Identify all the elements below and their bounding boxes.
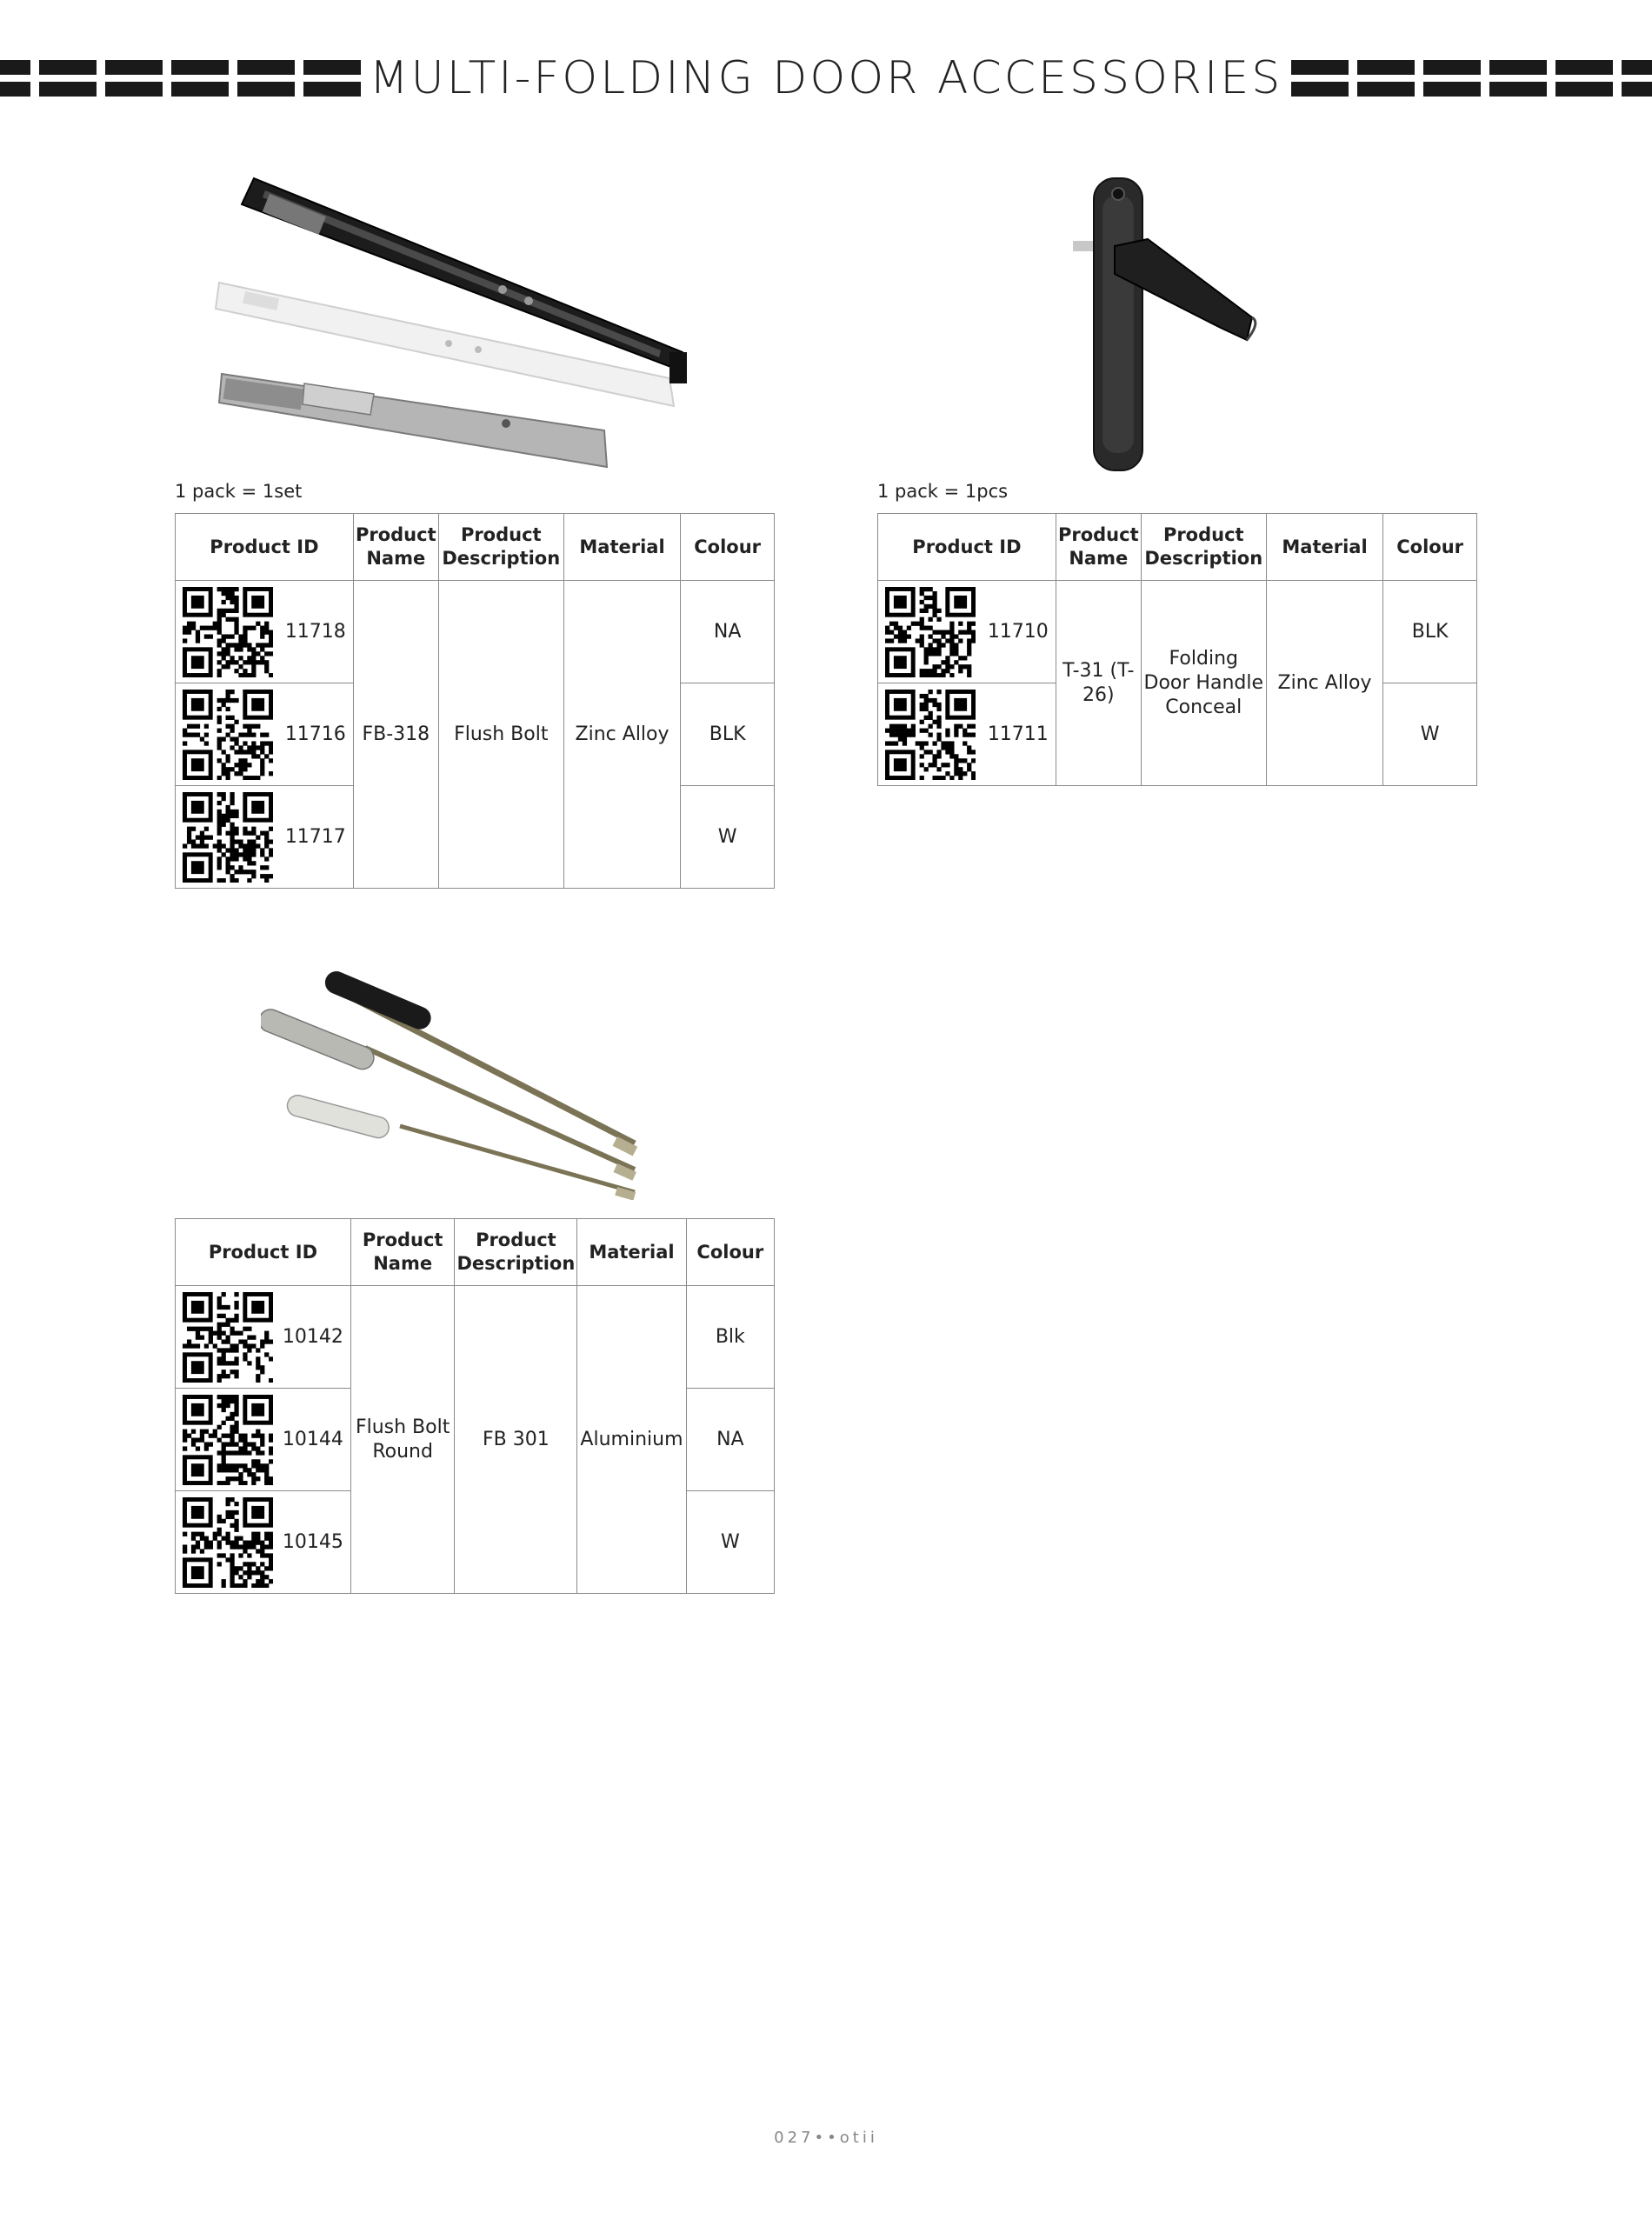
- table-header-row: [176, 514, 775, 581]
- folding-door-handle-image: [1061, 170, 1269, 483]
- page-header: [0, 43, 1652, 113]
- qr-code-icon[interactable]: [183, 1395, 273, 1485]
- product-id: 10145: [282, 1530, 343, 1553]
- colour: W: [681, 786, 775, 889]
- product-description: FB 301: [455, 1286, 577, 1594]
- col-material: Material: [577, 1219, 686, 1286]
- table-row: [176, 581, 775, 683]
- product-name: FB-318: [353, 581, 438, 889]
- qr-code-icon[interactable]: [183, 1497, 273, 1588]
- table-row: [878, 581, 1477, 683]
- pack-note: 1 pack = 1pcs: [877, 481, 1009, 502]
- qr-code-icon[interactable]: [183, 792, 273, 883]
- col-product-id: Product ID: [176, 1219, 351, 1286]
- product-name: Flush Bolt Round: [350, 1286, 455, 1594]
- col-colour: Colour: [681, 514, 775, 581]
- col-product-name: Product Name: [353, 514, 438, 581]
- qr-code-icon[interactable]: [183, 1292, 273, 1383]
- product-id: 11718: [284, 620, 346, 643]
- col-product-description: Product Description: [1141, 514, 1266, 581]
- flush-bolt-round-image: [261, 952, 652, 1200]
- col-material: Material: [1266, 514, 1383, 581]
- table-header-row: [878, 514, 1477, 581]
- material: Aluminium: [577, 1286, 686, 1594]
- col-colour: Colour: [1383, 514, 1477, 581]
- col-product-description: Product Description: [455, 1219, 577, 1286]
- page-title: MULTI-FOLDING DOOR ACCESSORIES: [369, 52, 1283, 104]
- col-product-name: Product Name: [350, 1219, 455, 1286]
- header-decoration-right: [1291, 60, 1652, 97]
- product-id: 11717: [284, 825, 346, 848]
- colour: NA: [681, 581, 775, 683]
- page-number: 027••otii: [774, 2129, 878, 2147]
- product-table-fb318: [175, 513, 775, 889]
- col-product-description: Product Description: [438, 514, 563, 581]
- colour: Blk: [686, 1286, 774, 1389]
- material: Zinc Alloy: [563, 581, 681, 889]
- qr-code-icon[interactable]: [885, 690, 976, 780]
- col-material: Material: [563, 514, 681, 581]
- qr-code-icon[interactable]: [183, 587, 273, 677]
- material: Zinc Alloy: [1266, 581, 1383, 786]
- qr-code-icon[interactable]: [885, 587, 976, 677]
- col-colour: Colour: [686, 1219, 774, 1286]
- product-table-t31: [877, 513, 1477, 786]
- product-id: 10142: [282, 1325, 343, 1348]
- colour: W: [686, 1491, 774, 1594]
- product-id: 11711: [987, 723, 1049, 745]
- flush-bolt-image: [200, 170, 704, 478]
- colour: NA: [686, 1389, 774, 1491]
- product-name: T-31 (T-26): [1056, 581, 1141, 786]
- colour: BLK: [681, 683, 775, 786]
- colour: W: [1383, 683, 1477, 786]
- product-id: 10144: [282, 1428, 343, 1450]
- col-product-id: Product ID: [176, 514, 354, 581]
- table-row: [176, 1286, 775, 1389]
- product-description: Folding Door Handle Conceal: [1141, 581, 1266, 786]
- product-description: Flush Bolt: [438, 581, 563, 889]
- product-id: 11716: [284, 723, 346, 745]
- product-id: 11710: [987, 620, 1049, 643]
- col-product-id: Product ID: [878, 514, 1056, 581]
- header-decoration-left: [0, 60, 361, 97]
- pack-note: 1 pack = 1set: [175, 481, 303, 502]
- product-table-fb301: [175, 1218, 775, 1594]
- colour: BLK: [1383, 581, 1477, 683]
- col-product-name: Product Name: [1056, 514, 1141, 581]
- qr-code-icon[interactable]: [183, 690, 273, 780]
- table-header-row: [176, 1219, 775, 1286]
